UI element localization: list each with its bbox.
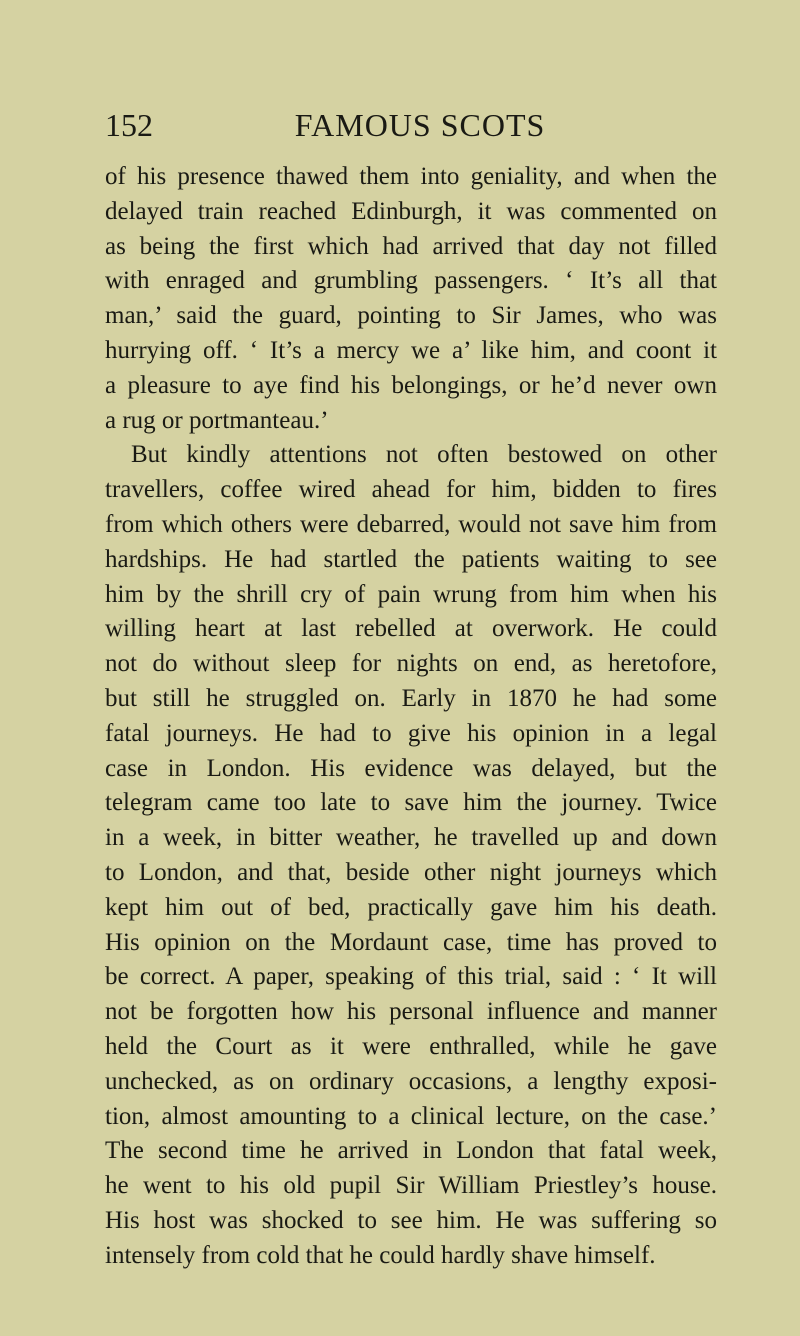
text-line: held the Court as it were enthralled, while he gave [105, 1032, 717, 1060]
body-text [105, 160, 717, 1274]
text-line: with enraged and grumbling passengers. ‘ It’s all that [105, 267, 717, 295]
text-line: The second time he arrived in London that fatal week, [105, 1137, 717, 1165]
text-line: willing heart at last rebelled at overwork. He could [105, 615, 717, 643]
text-line: a rug or portmanteau.’ [105, 406, 329, 434]
text-line: as being the first which had arrived that day not filled [105, 232, 717, 260]
text-line: of his presence thawed them into geniality, and when the [105, 163, 717, 190]
text-line: him by the shrill cry of pain wrung from him when his [105, 580, 717, 608]
text-line: a pleasure to aye find his belongings, or he’d never own [105, 371, 717, 399]
text-line: from which others were debarred, would not save him from [105, 510, 717, 538]
text-line: delayed train reached Edinburgh, it was commented on [105, 197, 717, 225]
text-line: unchecked, as on ordinary occasions, a lengthy exposi- [105, 1067, 717, 1095]
text-line: His opinion on the Mordaunt case, time has proved to [105, 928, 717, 956]
text-line: fatal journeys. He had to give his opinion in a legal [105, 719, 717, 747]
page-title: FAMOUS SCOTS [294, 107, 546, 143]
text-line: travellers, coffee wired ahead for him, bidden to fires [105, 476, 717, 504]
text-line: tion, almost amounting to a clinical lecture, on the case.’ [105, 1102, 717, 1130]
text-line: kept him out of bed, practically gave him his death. [105, 893, 717, 921]
text-line: hurrying off. ‘ It’s a mercy we a’ like him, and coont it [105, 336, 717, 364]
text-line: case in London. His evidence was delayed, but the [105, 754, 717, 782]
text-line: man,’ said the guard, pointing to Sir James, who was [105, 302, 717, 330]
text-line: be correct. A paper, speaking of this trial, said : ‘ It will [105, 963, 717, 991]
page-number: 152 [105, 107, 153, 143]
text-line: telegram came too late to save him the journey. Twice [105, 789, 717, 817]
text-line: His host was shocked to see him. He was suffering so [105, 1206, 717, 1234]
text-line: not do without sleep for nights on end, as heretofore, [105, 650, 717, 678]
text-line: hardships. He had startled the patients waiting to see [105, 545, 717, 573]
text-line: not be forgotten how his personal influence and manner [105, 998, 717, 1026]
text-line: in a week, in bitter weather, he travelled up and down [105, 824, 717, 852]
text-line: But kindly attentions not often bestowed on other [131, 441, 717, 469]
running-head [105, 100, 717, 150]
text-line: intensely from cold that he could hardly shave himself. [105, 1241, 656, 1269]
text-line: to London, and that, beside other night journeys which [105, 858, 717, 886]
text-line: he went to his old pupil Sir William Priestley’s house. [105, 1172, 717, 1200]
text-line: but still he struggled on. Early in 1870 he had some [105, 684, 717, 712]
